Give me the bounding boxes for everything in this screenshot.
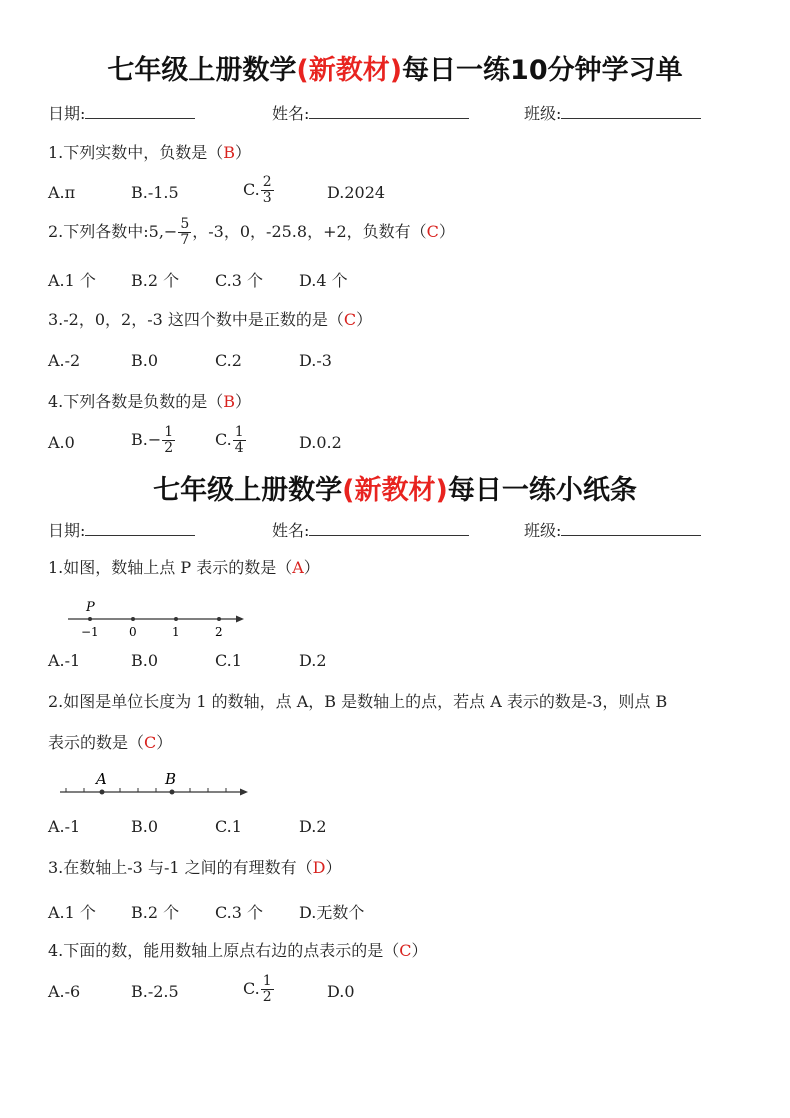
point-label-p: P bbox=[86, 600, 95, 615]
option-c: C.1 bbox=[215, 817, 242, 836]
option-b: B.2 个 bbox=[131, 271, 180, 290]
section2-title bbox=[0, 468, 790, 507]
name-blank[interactable] bbox=[309, 521, 469, 536]
answer: A bbox=[292, 558, 304, 577]
option-b: B.-2.5 bbox=[131, 982, 179, 1001]
question-1: 1.下列实数中，负数是（B） bbox=[48, 143, 252, 162]
title-part: 七年级上册数学 bbox=[153, 475, 343, 506]
tick-dot bbox=[88, 617, 92, 621]
option-b: B.0 bbox=[131, 351, 159, 370]
option-a: A.π bbox=[48, 183, 76, 202]
date-label: 日期: bbox=[48, 521, 86, 540]
option-a: A.-1 bbox=[48, 817, 81, 836]
option-c: C.1 bbox=[215, 651, 242, 670]
title-part: 每日一练小纸条 bbox=[447, 475, 637, 506]
point-label-b: B bbox=[165, 770, 177, 788]
option-d: D.-3 bbox=[299, 351, 332, 370]
fraction: $\frac{2}{3}$ bbox=[262, 174, 272, 206]
tick-label: 1 bbox=[172, 625, 180, 639]
title-part: 每日一练10分钟学习单 bbox=[402, 55, 683, 86]
option-b: B.0 bbox=[131, 651, 159, 670]
date-field[interactable] bbox=[48, 518, 195, 541]
number-line-figure-1 bbox=[60, 598, 250, 642]
option-b: B.-1.5 bbox=[131, 183, 179, 202]
option-b: B.− $\frac{1}{2}$ bbox=[131, 424, 174, 456]
option-d: D.2 bbox=[299, 817, 327, 836]
section1-title bbox=[0, 48, 790, 87]
question-2-line2: 表示的数是（C） bbox=[48, 733, 173, 752]
point-label-a: A bbox=[96, 770, 107, 788]
option-c: C. $\frac{1}{4}$ bbox=[215, 424, 244, 456]
number-line-figure-2 bbox=[58, 768, 253, 802]
axis-arrow bbox=[240, 789, 248, 796]
option-d: D.0 bbox=[327, 982, 355, 1001]
title-highlight: (新教材) bbox=[342, 475, 448, 506]
option-c: C. $\frac{2}{3}$ bbox=[243, 174, 272, 206]
answer: C bbox=[144, 733, 157, 752]
date-field[interactable] bbox=[48, 101, 195, 124]
option-c: C. $\frac{1}{2}$ bbox=[243, 973, 272, 1005]
date-blank[interactable] bbox=[85, 104, 195, 119]
point-a-dot bbox=[100, 790, 105, 795]
option-d: D.2 bbox=[299, 651, 327, 670]
class-blank[interactable] bbox=[561, 521, 701, 536]
question-4: 4.下列各数是负数的是（B） bbox=[48, 392, 252, 411]
answer: B bbox=[223, 392, 236, 411]
option-c: C.3 个 bbox=[215, 903, 264, 922]
tick-label: −1 bbox=[81, 625, 99, 639]
fraction: $\frac{1}{2}$ bbox=[164, 424, 174, 456]
answer: C bbox=[426, 222, 439, 241]
name-field[interactable] bbox=[272, 101, 469, 124]
question-3: 3.在数轴上-3 与-1 之间的有理数有（D） bbox=[48, 858, 342, 877]
point-b-dot bbox=[170, 790, 175, 795]
option-a: A.-2 bbox=[48, 351, 81, 370]
option-b: B.0 bbox=[131, 817, 159, 836]
option-a: A.-6 bbox=[48, 982, 81, 1001]
option-d: D.无数个 bbox=[299, 903, 365, 922]
title-part: 七年级上册数学 bbox=[107, 55, 297, 86]
option-b: B.2 个 bbox=[131, 903, 180, 922]
question-2-line1: 2.如图是单位长度为 1 的数轴，点 A，B 是数轴上的点，若点 A 表示的数是-3，则点 B bbox=[48, 692, 668, 711]
name-label: 姓名: bbox=[272, 521, 310, 540]
tick-label: 2 bbox=[215, 625, 223, 639]
class-label: 班级: bbox=[524, 521, 562, 540]
question-1: 1.如图，数轴上点 P 表示的数是（A） bbox=[48, 558, 320, 577]
name-label: 姓名: bbox=[272, 104, 310, 123]
option-d: D.0.2 bbox=[299, 433, 342, 452]
title-highlight: (新教材) bbox=[296, 55, 403, 86]
option-d: D.2024 bbox=[327, 183, 386, 202]
name-blank[interactable] bbox=[309, 104, 469, 119]
class-field[interactable] bbox=[524, 518, 701, 541]
option-a: A.1 个 bbox=[48, 271, 96, 290]
name-field[interactable] bbox=[272, 518, 469, 541]
answer: D bbox=[312, 858, 326, 877]
answer: B bbox=[223, 143, 236, 162]
question-2: 2.下列各数中:5,− $\frac{5}{7}$ ，-3，0，-25.8，+2，负数有（C） bbox=[48, 216, 455, 248]
class-blank[interactable] bbox=[561, 104, 701, 119]
class-field[interactable] bbox=[524, 101, 701, 124]
option-a: A.1 个 bbox=[48, 903, 96, 922]
fraction: $\frac{1}{4}$ bbox=[234, 424, 244, 456]
fraction: $\frac{1}{2}$ bbox=[262, 973, 272, 1005]
option-c: C.3 个 bbox=[215, 271, 264, 290]
tick-dot bbox=[217, 617, 221, 621]
question-3: 3.-2，0，2，-3 这四个数中是正数的是（C） bbox=[48, 310, 373, 329]
option-c: C.2 bbox=[215, 351, 242, 370]
class-label: 班级: bbox=[524, 104, 562, 123]
answer: C bbox=[399, 941, 412, 960]
option-a: A.0 bbox=[48, 433, 75, 452]
option-a: A.-1 bbox=[48, 651, 81, 670]
axis-arrow bbox=[236, 616, 244, 623]
tick-dot bbox=[174, 617, 178, 621]
answer: C bbox=[343, 310, 357, 329]
date-label: 日期: bbox=[48, 104, 86, 123]
option-d: D.4 个 bbox=[299, 271, 348, 290]
fraction: $\frac{5}{7}$ bbox=[180, 216, 190, 248]
tick-label: 0 bbox=[129, 625, 137, 639]
date-blank[interactable] bbox=[85, 521, 195, 536]
question-4: 4.下面的数，能用数轴上原点右边的点表示的是（C） bbox=[48, 941, 428, 960]
tick-dot bbox=[131, 617, 135, 621]
